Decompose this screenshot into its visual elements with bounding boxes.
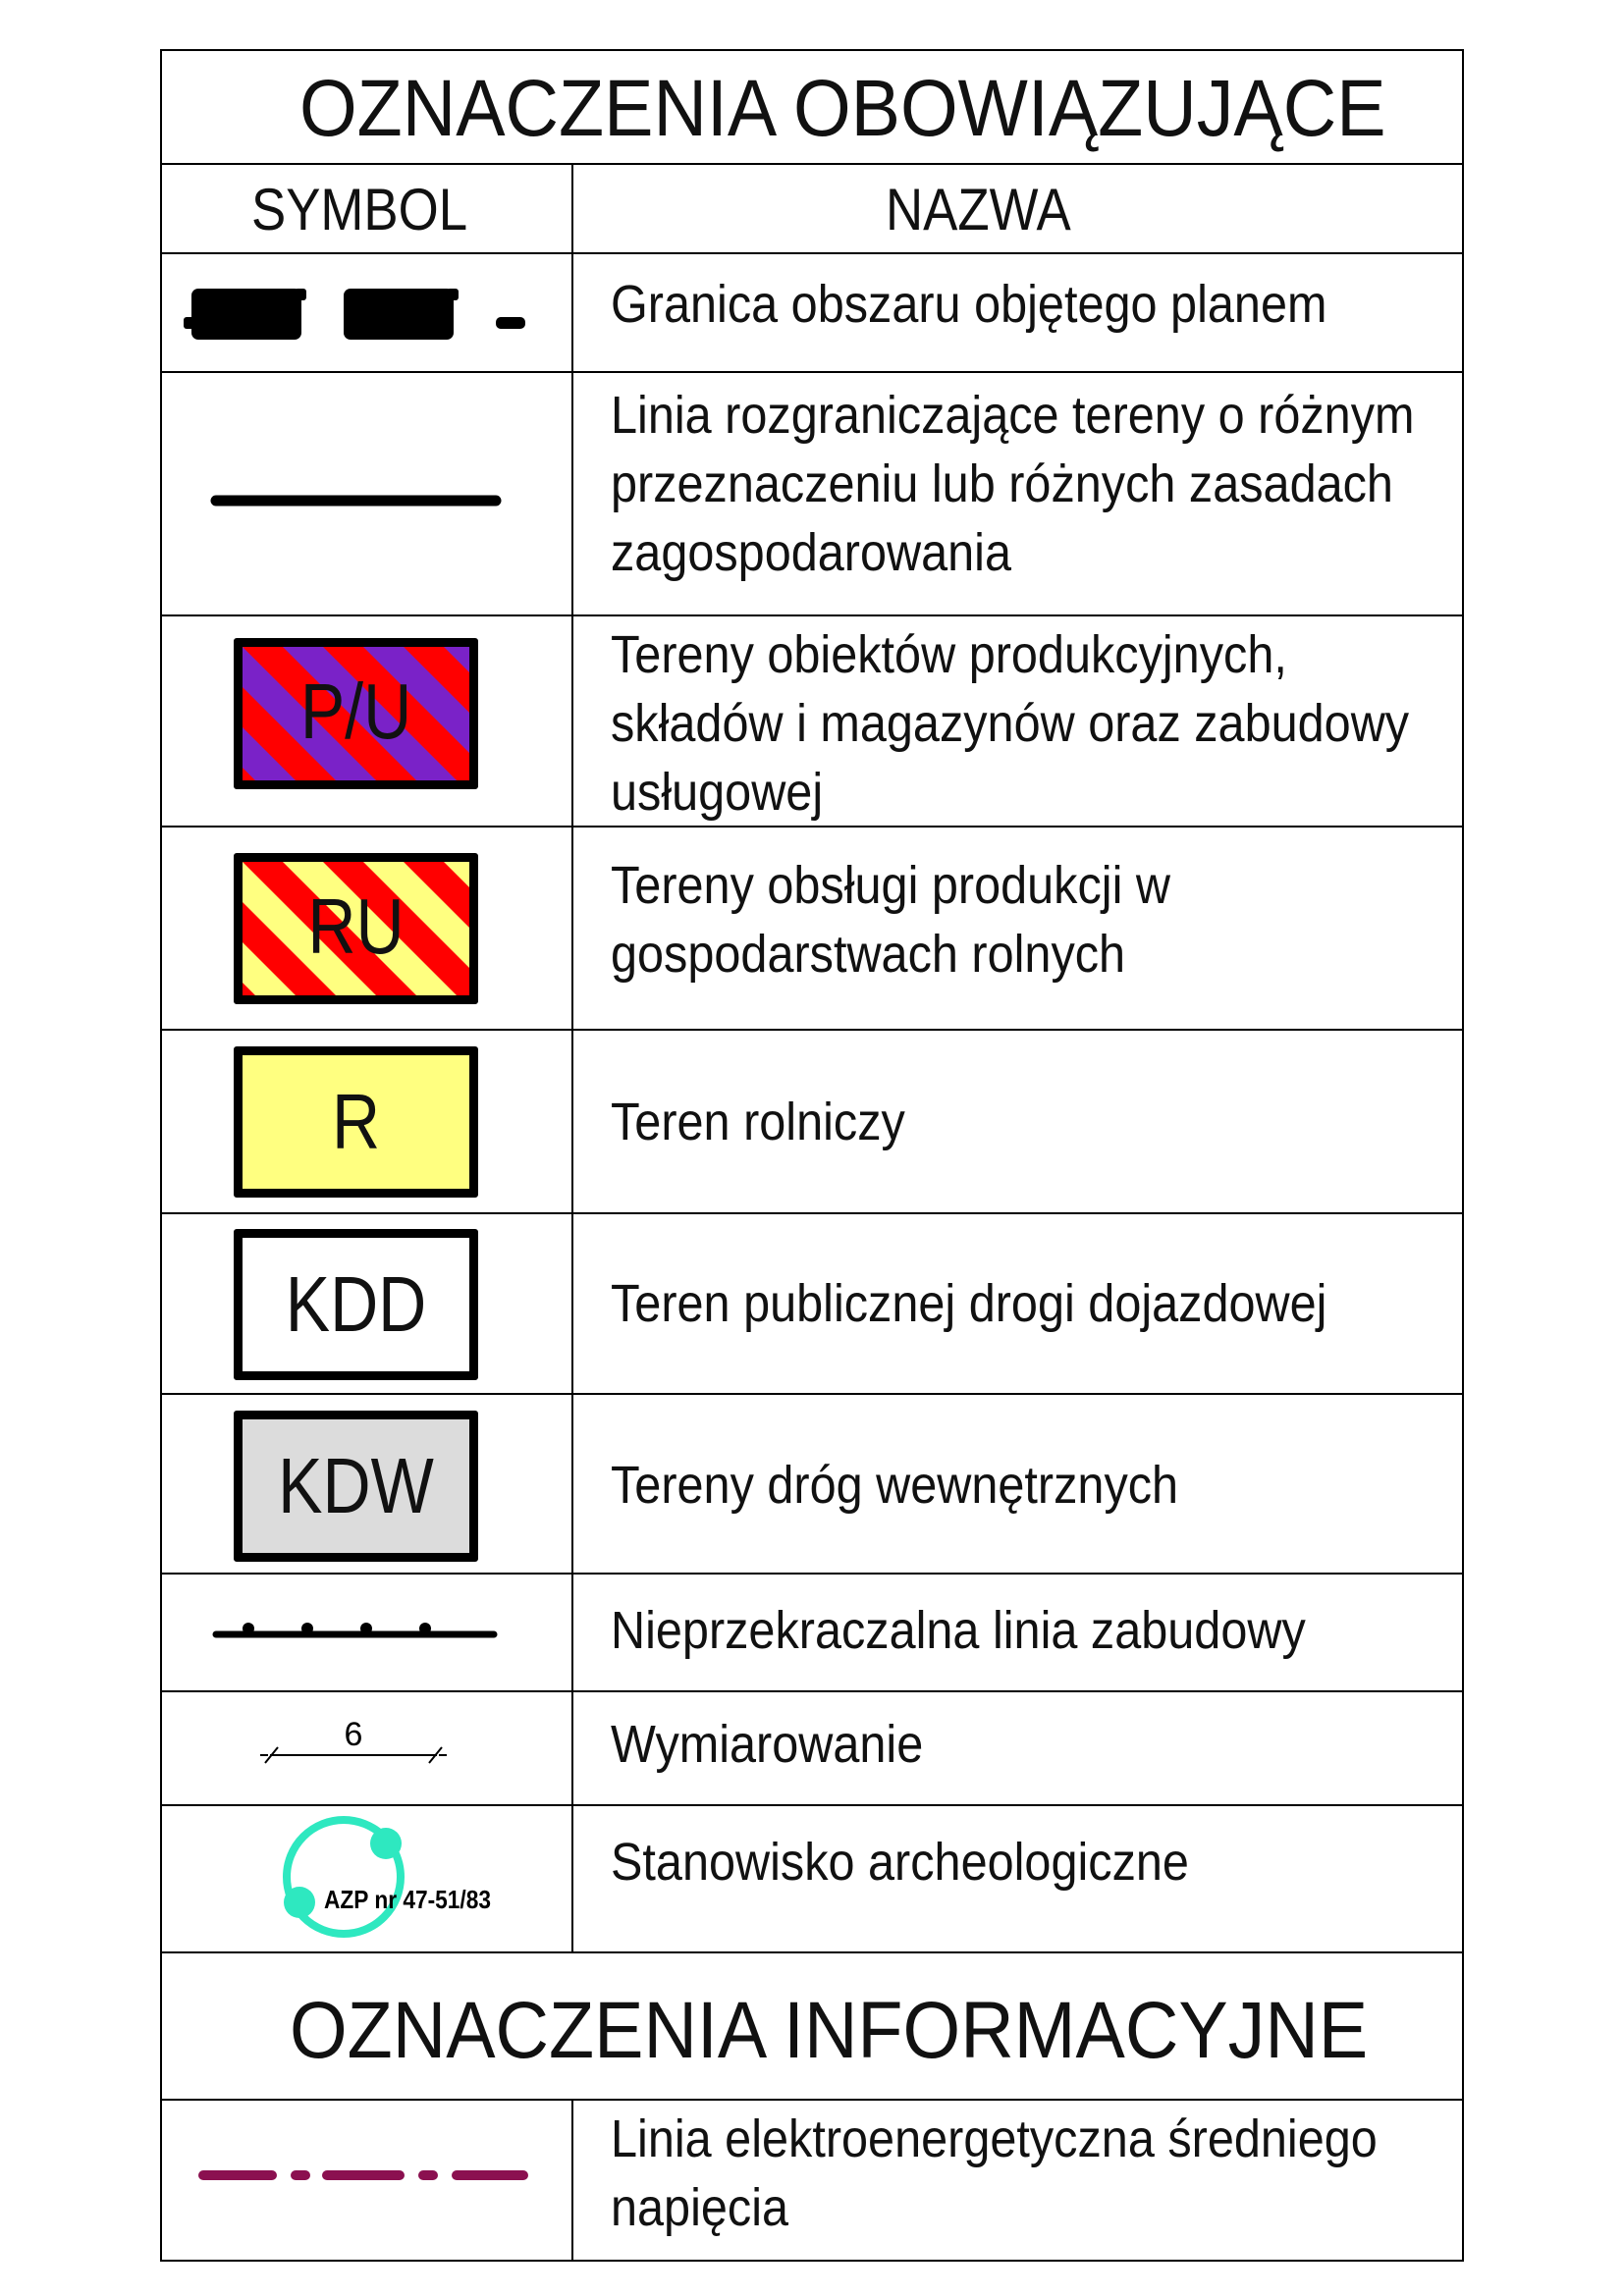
site-code: AZP nr 47-51/83 [324,1885,491,1914]
legend-row-boundary [162,252,1462,371]
boundary-line-icon [162,254,571,371]
legend-row-name: gospodarstwach rolnych [611,925,1126,984]
legend-row-ru [162,826,1462,1029]
column-header-name: NAZWA [886,177,1071,242]
legend-row-dimension [162,1690,1462,1804]
legend-row-pu [162,614,1462,826]
symbol-code: KDW [278,1442,434,1529]
legend-row-building-line [162,1573,1462,1690]
legend-row-name: Stanowisko archeologiczne [611,1833,1189,1892]
column-header-row [162,163,1462,252]
symbol-code: R [331,1078,381,1165]
legend-row-power-line [162,2099,1462,2262]
legend-title: OZNACZENIA OBOWIĄZUJĄCE [299,64,1386,153]
legend-row-name: Tereny dróg wewnętrznych [611,1456,1179,1515]
symbol-code: KDD [285,1260,427,1348]
dimension-value: 6 [344,1716,363,1753]
info-title: OZNACZENIA INFORMACYJNE [290,1986,1369,2075]
legend-row-name: usługowej [611,763,824,822]
legend-table [160,49,1464,2262]
legend-title-row [162,51,1462,163]
legend-row-kdd [162,1212,1462,1393]
legend-row-name: składów i magazynów oraz zabudowy [611,694,1410,753]
legend-row-kdw [162,1393,1462,1573]
legend-row-name: Wymiarowanie [611,1715,924,1774]
legend-row-name: Tereny obsługi produkcji w [611,856,1170,915]
legend-row-archaeology [162,1804,1462,1951]
power-line-icon [162,2101,571,2262]
archaeology-site-icon [162,1806,571,1951]
building-line-icon [162,1575,571,1690]
dimension-line-icon [162,1692,571,1804]
legend-row-name: Tereny obiektów produkcyjnych, [611,625,1287,684]
legend-row-name: przeznaczeniu lub różnych zasadach [611,454,1393,513]
pu-symbol-box [234,638,478,789]
r-symbol-box [234,1046,478,1198]
ru-symbol-box [234,853,478,1004]
solid-line-icon [162,373,571,614]
legend-row-name: Nieprzekraczalna linia zabudowy [611,1601,1306,1660]
legend-row-name: napięcia [611,2178,789,2237]
legend-row-solid-line [162,371,1462,614]
legend-row-name: Granica obszaru objętego planem [611,275,1327,334]
kdd-symbol-box [234,1229,478,1380]
symbol-code: RU [307,882,405,970]
legend-row-name: zagospodarowania [611,523,1012,582]
symbol-code: P/U [299,667,412,755]
legend-row-name: Teren publicznej drogi dojazdowej [611,1274,1327,1333]
legend-row-name: Teren rolniczy [611,1093,905,1151]
column-header-symbol: SYMBOL [251,177,468,242]
info-title-row [162,1951,1462,2099]
legend-row-r [162,1029,1462,1212]
kdw-symbol-box [234,1411,478,1562]
legend-row-name: Linia elektroenergetyczna średniego [611,2109,1378,2168]
legend-row-name: Linia rozgraniczające tereny o różnym [611,386,1415,445]
